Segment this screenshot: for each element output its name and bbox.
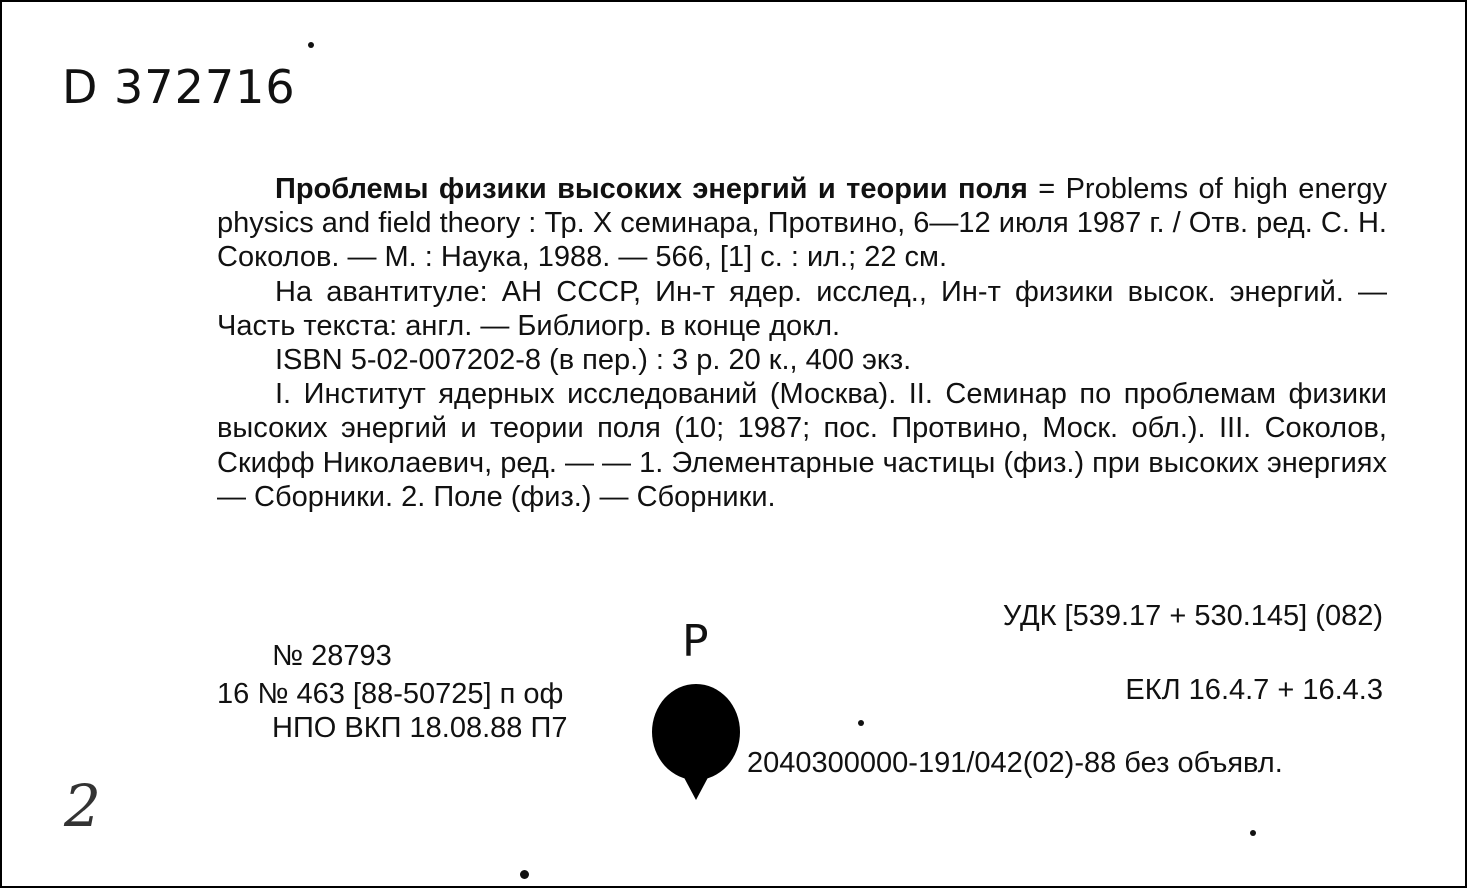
registration-line: 16 № 463 [88-50725] п оф [217, 678, 564, 710]
speck [858, 720, 864, 726]
card-number: № 28793 [272, 640, 392, 672]
title-statement [217, 172, 1387, 275]
speck [1250, 830, 1256, 836]
isbn: ISBN 5-02-007202-8 (в пер.) : 3 р. 20 к., 400 экз. [275, 344, 912, 377]
price-code: 2040300000-191/042(02)-88 без объявл. [747, 747, 1283, 779]
tracings: I. Институт ядерных исследований (Москва). II. Семинар по проблемам физики высоких энергий и теории поля (10; 1987; пос. Протвино, Моск. обл.). III. Соколов, Скифф Николаевич, ред. — — 1. Элементарные частицы (физ.) при высоких энергиях — Сборники. 2. Поле (физ.) — Сборники. [217, 378, 1387, 513]
speck [520, 870, 529, 879]
pencil-letter: Р [682, 616, 709, 667]
title-continuation: = Problems of high energy physics and field theory : Тр. X семинара, Протвино, 6—12 июля 1987 г. / Отв. ред. С. Н. Соколов. — М. : Наука, 1988. — 566, [1] с. : ил.; 22 см. [217, 173, 1387, 274]
ekl-code: ЕКЛ 16.4.7 + 16.4.3 [1125, 674, 1383, 706]
speck [308, 42, 314, 48]
note: На авантитуле: АН СССР, Ин-т ядер. исслед., Ин-т физики высок. энергий. — Часть текста: англ. — Библиогр. в конце докл. [217, 275, 1387, 342]
handwritten-mark: 2 [64, 772, 101, 840]
ink-blot [650, 674, 746, 802]
book-title: Проблемы физики высоких энергий и теории поля [275, 173, 1028, 205]
bibliographic-record [217, 172, 1387, 514]
catalog-id: D 372716 [62, 60, 296, 114]
udk-code: УДК [539.17 + 530.145] (082) [1002, 600, 1383, 632]
npo-line: НПО ВКП 18.08.88 П7 [272, 712, 568, 744]
